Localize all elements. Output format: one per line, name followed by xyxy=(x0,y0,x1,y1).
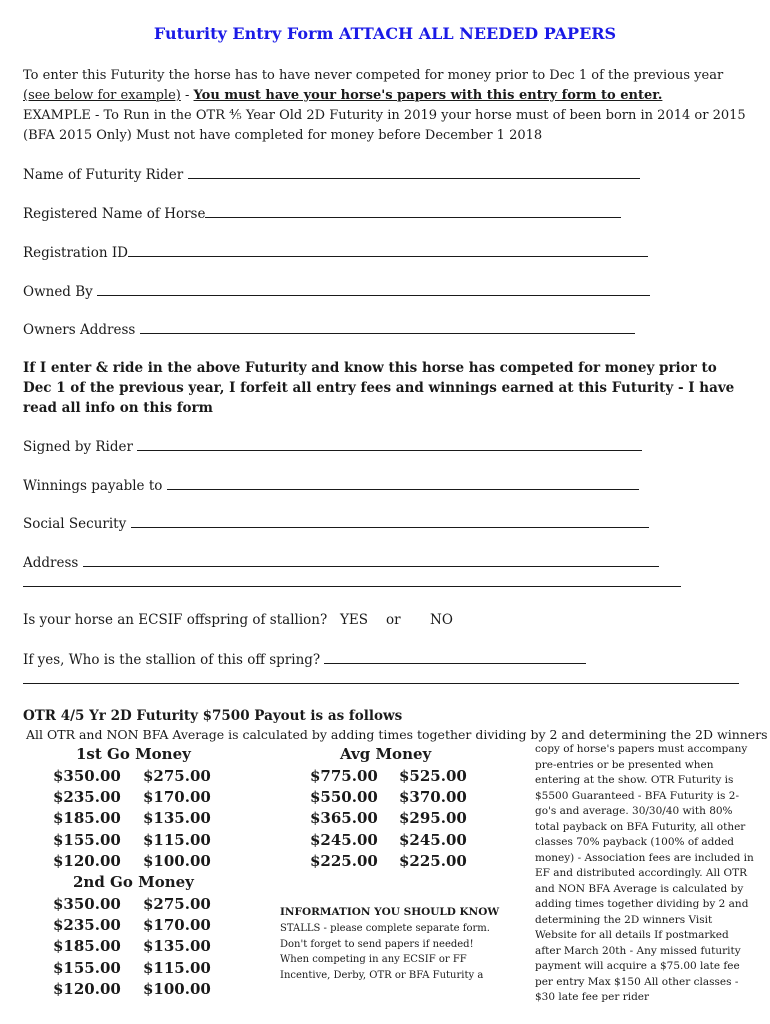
avg-amount: $370.00 xyxy=(399,788,467,806)
first-go-amount: $170.00 xyxy=(143,788,211,806)
owners-address-label: Owners Address xyxy=(23,322,136,338)
papers-requirement: You must have your horse's papers with this entry form to enter. xyxy=(193,88,663,103)
rider-name-line[interactable] xyxy=(188,166,640,179)
first-go-amount: $120.00 xyxy=(53,852,121,870)
second-go-amount: $155.00 xyxy=(53,959,121,977)
first-go-amount: $155.00 xyxy=(53,831,121,849)
first-go-row xyxy=(53,831,121,849)
winnings-payable-line[interactable] xyxy=(167,477,639,490)
second-go-amount: $235.00 xyxy=(53,916,121,934)
signed-by-line[interactable] xyxy=(137,438,642,451)
address-field[interactable] xyxy=(23,554,659,571)
info-text: STALLS - please complete separate form. Don't forget to send papers if needed! When competing in any ECSIF or FF Incentive, Derby, OTR or BFA Futurity a xyxy=(280,923,490,981)
signed-by-label: Signed by Rider xyxy=(23,439,133,455)
avg-amount: $225.00 xyxy=(310,852,378,870)
first-go-row xyxy=(143,809,211,827)
first-go-title: 1st Go Money xyxy=(76,745,191,763)
stallion-line-2[interactable] xyxy=(23,683,739,684)
avg-amount: $245.00 xyxy=(399,831,467,849)
first-go-row xyxy=(53,852,121,870)
intro-line-1: To enter this Futurity the horse has to have never competed for money prior to Dec 1 of the previous year xyxy=(23,68,724,83)
registration-id-label: Registration ID xyxy=(23,245,128,261)
intro-example: EXAMPLE - To Run in the OTR ⅘ Year Old 2D Futurity in 2019 your horse must of been born in 2014 or 2015 xyxy=(23,108,746,123)
ecsif-question-label: Is your horse an ECSIF offspring of stallion? xyxy=(23,612,328,628)
first-go-row xyxy=(143,788,211,806)
second-go-amount: $350.00 xyxy=(53,895,121,913)
see-below-note: (see below for example) xyxy=(23,88,181,103)
rider-name-field[interactable] xyxy=(23,166,640,183)
info-title: INFORMATION YOU SHOULD KNOW xyxy=(280,906,500,918)
rider-name-label: Name of Futurity Rider xyxy=(23,167,184,183)
payout-subheading: All OTR and NON BFA Average is calculated by adding times together dividing by 2 and determining the 2D winners xyxy=(26,727,768,742)
avg-amount: $525.00 xyxy=(399,767,467,785)
owners-address-line[interactable] xyxy=(140,321,635,334)
avg-money-title: Avg Money xyxy=(340,745,432,763)
first-go-amount: $100.00 xyxy=(143,852,211,870)
first-go-row xyxy=(143,852,211,870)
second-go-amount: $275.00 xyxy=(143,895,211,913)
stallion-line[interactable] xyxy=(324,651,586,664)
avg-amount: $295.00 xyxy=(399,809,467,827)
first-go-amount: $275.00 xyxy=(143,767,211,785)
payout-heading: OTR 4/5 Yr 2D Futurity $7500 Payout is as follows xyxy=(23,708,403,724)
winnings-payable-label: Winnings payable to xyxy=(23,478,163,494)
social-security-line[interactable] xyxy=(131,515,649,528)
social-security-label: Social Security xyxy=(23,516,127,532)
second-go-amount: $170.00 xyxy=(143,916,211,934)
first-go-row xyxy=(53,767,121,785)
first-go-row xyxy=(53,809,121,827)
address-label: Address xyxy=(23,555,79,571)
second-go-amount: $135.00 xyxy=(143,937,211,955)
second-go-amount: $115.00 xyxy=(143,959,211,977)
first-go-row xyxy=(53,788,121,806)
registration-id-line[interactable] xyxy=(128,244,648,257)
signed-by-field[interactable] xyxy=(23,438,642,455)
horse-name-field[interactable] xyxy=(23,205,621,222)
no-option[interactable]: NO xyxy=(430,612,453,628)
or-text: or xyxy=(386,612,401,628)
first-go-amount: $135.00 xyxy=(143,809,211,827)
address-line-2[interactable] xyxy=(23,586,681,587)
first-go-row xyxy=(143,831,211,849)
avg-amount: $225.00 xyxy=(399,852,467,870)
first-go-row xyxy=(143,767,211,785)
second-go-title: 2nd Go Money xyxy=(73,873,194,891)
first-go-amount: $185.00 xyxy=(53,809,121,827)
ecsif-question xyxy=(23,612,327,628)
stallion-field[interactable] xyxy=(23,651,586,668)
yes-option[interactable]: YES xyxy=(340,612,369,628)
side-notes: copy of horse's papers must accompany pre-entries or be presented when entering at the show. OTR Futurity is $5500 Guaranteed - BFA Futurity is 2-go's and average. 30/30/40 with 80% total payback on BFA Futurity, all other classes 70% payback (100% of added money) - Association fees are included in EF and distributed accordingly. All OTR and NON BFA Average is calculated by adding times together dividing by 2 and determining the 2D winners Visit Website for all details If postmarked after March 20th - Any missed futurity payment will acquire a $75.00 late fee per entry Max $150 All other classes - $30 late fee per rider xyxy=(535,743,754,1003)
intro-separator: - xyxy=(180,88,194,103)
social-security-field[interactable] xyxy=(23,515,649,532)
avg-amount: $245.00 xyxy=(310,831,378,849)
page-title: Futurity Entry Form ATTACH ALL NEEDED PAPERS xyxy=(153,24,617,43)
first-go-amount: $115.00 xyxy=(143,831,211,849)
second-go-amount: $100.00 xyxy=(143,980,211,998)
owners-address-field[interactable] xyxy=(23,321,635,338)
avg-amount: $775.00 xyxy=(310,767,378,785)
forfeit-warning: If I enter & ride in the above Futurity and know this horse has competed for money prior to Dec 1 of the previous year, I forfeit all entry fees and winnings earned at this Futurity - I have read all info on this form xyxy=(23,360,735,416)
first-go-amount: $350.00 xyxy=(53,767,121,785)
intro-example-cont: (BFA 2015 Only) Must not have completed for money before December 1 2018 xyxy=(23,128,543,143)
first-go-amount: $235.00 xyxy=(53,788,121,806)
horse-name-line[interactable] xyxy=(205,205,621,218)
owned-by-field[interactable] xyxy=(23,283,650,300)
address-line[interactable] xyxy=(83,554,659,567)
avg-amount: $550.00 xyxy=(310,788,378,806)
avg-amount: $365.00 xyxy=(310,809,378,827)
second-go-amount: $120.00 xyxy=(53,980,121,998)
stallion-label: If yes, Who is the stallion of this off spring? xyxy=(23,652,321,668)
winnings-payable-field[interactable] xyxy=(23,477,639,494)
owned-by-line[interactable] xyxy=(97,283,650,296)
owned-by-label: Owned By xyxy=(23,284,93,300)
intro-line-2 xyxy=(23,88,662,103)
horse-name-label: Registered Name of Horse xyxy=(23,206,206,222)
second-go-amount: $185.00 xyxy=(53,937,121,955)
registration-id-field[interactable] xyxy=(23,244,648,261)
